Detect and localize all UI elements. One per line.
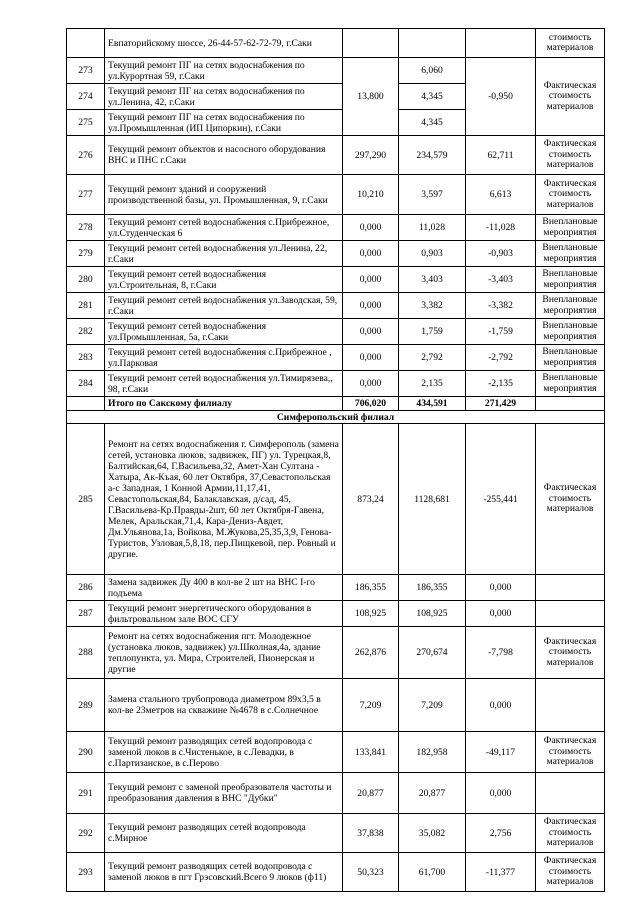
work-description: Текущий ремонт разводящих сетей водопровода с заменой люков в с.Чистенькое, в с.Левадки, в с.Партизанское, в с.Перово bbox=[105, 732, 343, 773]
plan-value: 0,000 bbox=[343, 293, 399, 319]
row-number: 282 bbox=[67, 319, 105, 345]
note: Внеплановые мероприятия bbox=[536, 215, 605, 241]
row-number: 292 bbox=[67, 814, 105, 853]
deviation-value: 0,000 bbox=[466, 679, 536, 732]
fact-value: 1,759 bbox=[399, 319, 466, 345]
note: Внеплановые мероприятия bbox=[536, 267, 605, 293]
note: Внеплановые мероприятия bbox=[536, 241, 605, 267]
table-row bbox=[67, 345, 605, 371]
work-description: Текущий ремонт сетей водоснабжения ул.Промышленная, 5а, г.Саки bbox=[105, 319, 343, 345]
work-description: Текущий ремонт зданий и сооружений производственной базы, ул. Промышленная, 9, г.Саки bbox=[105, 175, 343, 215]
fact-value: 2,135 bbox=[399, 371, 466, 397]
row-number: 287 bbox=[67, 601, 105, 627]
deviation-value bbox=[466, 29, 536, 58]
note: Фактическая стоимость материалов bbox=[536, 732, 605, 773]
note: Фактическая стоимость материалов bbox=[536, 424, 605, 575]
note: Фактическая стоимость материалов bbox=[536, 627, 605, 679]
table-row bbox=[67, 241, 605, 267]
table-row bbox=[67, 773, 605, 814]
note bbox=[536, 575, 605, 601]
row-number: 284 bbox=[67, 371, 105, 397]
deviation-value: 0,000 bbox=[466, 575, 536, 601]
table-row bbox=[67, 853, 605, 892]
table-row bbox=[67, 319, 605, 345]
fact-total: 434,591 bbox=[399, 397, 466, 411]
fact-value: 7,209 bbox=[399, 679, 466, 732]
table-row bbox=[67, 371, 605, 397]
row-number: 274 bbox=[67, 84, 105, 110]
fact-value: 186,355 bbox=[399, 575, 466, 601]
work-description: Текущий ремонт ПГ на сетях водоснабжения по ул.Промышленная (ИП Ципоркин), г.Саки bbox=[105, 110, 343, 136]
fact-value: 4,345 bbox=[399, 110, 466, 136]
fact-value: 234,579 bbox=[399, 136, 466, 175]
note bbox=[536, 773, 605, 814]
row-number: 277 bbox=[67, 175, 105, 215]
work-description: Текущий ремонт с заменой преобразователя частоты и преобразования давления в ВНС "Дубки" bbox=[105, 773, 343, 814]
table-row bbox=[67, 679, 605, 732]
deviation-total: 271,429 bbox=[466, 397, 536, 411]
row-number: 280 bbox=[67, 267, 105, 293]
row-number: 281 bbox=[67, 293, 105, 319]
plan-value: 262,876 bbox=[343, 627, 399, 679]
fact-value: 182,958 bbox=[399, 732, 466, 773]
note: Внеплановые мероприятия bbox=[536, 371, 605, 397]
plan-value: 0,000 bbox=[343, 267, 399, 293]
total-label: Итого по Сакскому филиалу bbox=[105, 397, 343, 411]
note: Фактическая стоимость материалов bbox=[536, 853, 605, 892]
works-table bbox=[66, 28, 605, 892]
note bbox=[536, 679, 605, 732]
plan-value: 13,800 bbox=[343, 58, 399, 136]
fact-value: 4,345 bbox=[399, 84, 466, 110]
fact-value: 2,792 bbox=[399, 345, 466, 371]
work-description: Текущий ремонт объектов и насосного оборудования ВНС и ПНС г.Саки bbox=[105, 136, 343, 175]
fact-value: 11,028 bbox=[399, 215, 466, 241]
table-row bbox=[67, 136, 605, 175]
deviation-value: -2,792 bbox=[466, 345, 536, 371]
work-description: Евпаторийскому шоссе, 26-44-57-62-72-79, г.Саки bbox=[105, 29, 343, 58]
table-row bbox=[67, 267, 605, 293]
plan-value: 133,841 bbox=[343, 732, 399, 773]
plan-value: 0,000 bbox=[343, 215, 399, 241]
table-row bbox=[67, 293, 605, 319]
work-description: Текущий ремонт сетей водоснабжения ул.Тимирязева,, 98, г.Саки bbox=[105, 371, 343, 397]
section-title: Симферопольский филиал bbox=[67, 411, 605, 424]
plan-value: 297,290 bbox=[343, 136, 399, 175]
plan-value: 20,877 bbox=[343, 773, 399, 814]
plan-value bbox=[343, 29, 399, 58]
plan-value: 7,209 bbox=[343, 679, 399, 732]
note: Внеплановые мероприятия bbox=[536, 293, 605, 319]
row-number: 279 bbox=[67, 241, 105, 267]
fact-value: 3,597 bbox=[399, 175, 466, 215]
row-number: 276 bbox=[67, 136, 105, 175]
note: Фактическая стоимость материалов bbox=[536, 814, 605, 853]
deviation-value: -3,382 bbox=[466, 293, 536, 319]
deviation-value: -11,028 bbox=[466, 215, 536, 241]
table-row bbox=[67, 601, 605, 627]
deviation-value: 6,613 bbox=[466, 175, 536, 215]
table-row bbox=[67, 58, 605, 84]
row-number bbox=[67, 29, 105, 58]
table-row bbox=[67, 814, 605, 853]
row-number: 283 bbox=[67, 345, 105, 371]
work-description: Текущий ремонт разводящих сетей водопровода с.Мирное bbox=[105, 814, 343, 853]
plan-value: 873,24 bbox=[343, 424, 399, 575]
row-number: 291 bbox=[67, 773, 105, 814]
plan-value: 0,000 bbox=[343, 345, 399, 371]
row-number: 275 bbox=[67, 110, 105, 136]
work-description: Текущий ремонт энергетического оборудования в фильтровальном зале ВОС СГУ bbox=[105, 601, 343, 627]
deviation-value: 0,000 bbox=[466, 773, 536, 814]
work-description: Текущий ремонт сетей водоснабжения ул.Заводская, 59, г.Саки bbox=[105, 293, 343, 319]
deviation-value: -3,403 bbox=[466, 267, 536, 293]
plan-value: 108,925 bbox=[343, 601, 399, 627]
note: Внеплановые мероприятия bbox=[536, 345, 605, 371]
row-number bbox=[67, 397, 105, 411]
note: Фактическая стоимость материалов bbox=[536, 136, 605, 175]
deviation-value: -11,377 bbox=[466, 853, 536, 892]
total-row bbox=[67, 397, 605, 411]
fact-value: 0,903 bbox=[399, 241, 466, 267]
work-description: Ремонт на сетях водоснабжения г. Симферополь (замена сетей, установка люков, задвижек, ПГ) ул. Турецкая,8, Балтийская,64, Г.Васильева,32, Амет-Хан Султана - Хатыра, Ак-Къая, 60 лет Октября, 37,Севастопольская а-с Западная, 1 Конной Армии,11,17,41, Севастопольская,84, Балаклавская, д/сад, 45, Г.Васильева-Кр.Правды-2шт, 60 лет Октября-Гавена, Мелек, Аральская,71,4, Кара-Дениз-Авдет, Дм.Ульянова,1а, Войкова, М.Жукова,25,35,3,9, Генова-Туристов, Узловая,5,8,18, пер.Пищкевой, пер. Ровный и другие. bbox=[105, 424, 343, 575]
table-row bbox=[67, 175, 605, 215]
plan-value: 186,355 bbox=[343, 575, 399, 601]
plan-value: 0,000 bbox=[343, 241, 399, 267]
table-row bbox=[67, 424, 605, 575]
row-number: 273 bbox=[67, 58, 105, 84]
table-row bbox=[67, 575, 605, 601]
deviation-value: -0,903 bbox=[466, 241, 536, 267]
fact-value: 3,382 bbox=[399, 293, 466, 319]
row-number: 286 bbox=[67, 575, 105, 601]
fact-value: 20,877 bbox=[399, 773, 466, 814]
work-description: Текущий ремонт ПГ на сетях водоснабжения по ул.Курортная 59, г.Саки bbox=[105, 58, 343, 84]
deviation-value: -7,798 bbox=[466, 627, 536, 679]
fact-value bbox=[399, 29, 466, 58]
deviation-value: 0,000 bbox=[466, 601, 536, 627]
deviation-value: -2,135 bbox=[466, 371, 536, 397]
work-description: Текущий ремонт сетей водоснабжения с.Прибрежное , ул.Парковая bbox=[105, 345, 343, 371]
fact-value: 270,674 bbox=[399, 627, 466, 679]
work-description: Замена задвижек Ду 400 в кол-ве 2 шт на ВНС I-го подъема bbox=[105, 575, 343, 601]
plan-value: 0,000 bbox=[343, 371, 399, 397]
note: Фактическая стоимость материалов bbox=[536, 58, 605, 136]
fact-value: 3,403 bbox=[399, 267, 466, 293]
work-description: Текущий ремонт сетей водоснабжения ул.Строительная, 8, г.Саки bbox=[105, 267, 343, 293]
work-description: Текущий ремонт разводящих сетей водопровода с заменой люков в пгт Грэсовский.Всего 9 люков (ф11) bbox=[105, 853, 343, 892]
plan-value: 10,210 bbox=[343, 175, 399, 215]
deviation-value: -255,441 bbox=[466, 424, 536, 575]
deviation-value: -1,759 bbox=[466, 319, 536, 345]
note: Фактическая стоимость материалов bbox=[536, 175, 605, 215]
table-row bbox=[67, 215, 605, 241]
note bbox=[536, 397, 605, 411]
row-number: 289 bbox=[67, 679, 105, 732]
plan-value: 0,000 bbox=[343, 319, 399, 345]
row-number: 290 bbox=[67, 732, 105, 773]
deviation-value: 2,756 bbox=[466, 814, 536, 853]
work-description: Ремонт на сетях водоснабжения пгт. Молодежное (установка люков, задвижек) ул.Школная,4а, здание теплопункта, ул. Мира, Строителей, Пионерская и другие bbox=[105, 627, 343, 679]
fact-value: 1128,681 bbox=[399, 424, 466, 575]
work-description: Текущий ремонт сетей водоснабжения с.Прибрежное, ул.Студенческая 6 bbox=[105, 215, 343, 241]
row-number: 288 bbox=[67, 627, 105, 679]
note: стоимость материалов bbox=[536, 29, 605, 58]
table-row bbox=[67, 627, 605, 679]
work-description: Текущий ремонт сетей водоснабжения ул.Ленина, 22, г.Саки bbox=[105, 241, 343, 267]
fact-value: 6,060 bbox=[399, 58, 466, 84]
note: Внеплановые мероприятия bbox=[536, 319, 605, 345]
fact-value: 35,082 bbox=[399, 814, 466, 853]
row-number: 285 bbox=[67, 424, 105, 575]
table-row bbox=[67, 732, 605, 773]
work-description: Текущий ремонт ПГ на сетях водоснабжения по ул.Ленина, 42, г.Саки bbox=[105, 84, 343, 110]
deviation-value: -0,950 bbox=[466, 58, 536, 136]
plan-value: 50,323 bbox=[343, 853, 399, 892]
deviation-value: -49,117 bbox=[466, 732, 536, 773]
plan-total: 706,020 bbox=[343, 397, 399, 411]
work-description: Замена стального трубопровода диаметром 89х3,5 в кол-ве 23метров на скважине №4678 в с.Солнечное bbox=[105, 679, 343, 732]
section-header-row bbox=[67, 411, 605, 424]
plan-value: 37,838 bbox=[343, 814, 399, 853]
deviation-value: 62,711 bbox=[466, 136, 536, 175]
fact-value: 61,700 bbox=[399, 853, 466, 892]
note bbox=[536, 601, 605, 627]
row-number: 278 bbox=[67, 215, 105, 241]
table-row bbox=[67, 29, 605, 58]
fact-value: 108,925 bbox=[399, 601, 466, 627]
row-number: 293 bbox=[67, 853, 105, 892]
